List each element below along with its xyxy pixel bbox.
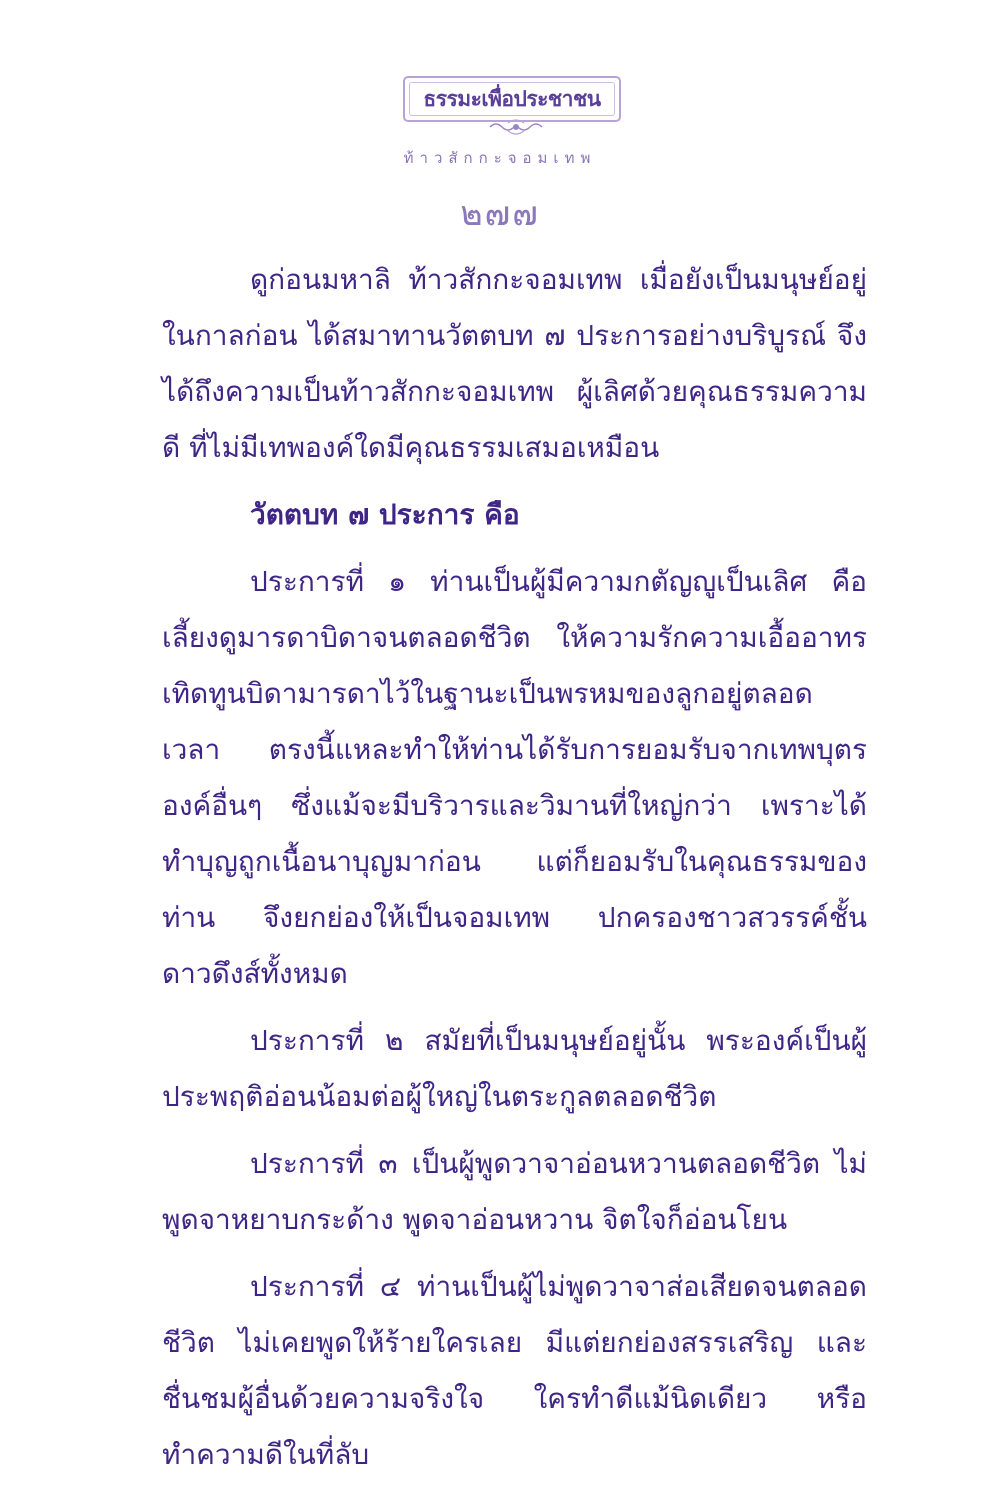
paragraph-virtue-4: ประการที่ ๔ ท่านเป็นผู้ไม่พูดวาจาส่อเสียดจนตลอดชีวิต ไม่เคยพูดให้ร้ายใครเลย มีแต่ยกย่องสรรเสริญ และชื่นชมผู้อื่นด้วยความจริงใจ ใครทำดีแม้นิดเดียว หรือทำความดีในที่ลับ xyxy=(162,1270,867,1471)
logo-text: ธรรมะเพื่อประชาชน xyxy=(423,86,601,111)
book-logo xyxy=(403,76,621,122)
paragraph-virtue-1: ประการที่ ๑ ท่านเป็นผู้มีความกตัญญูเป็นเลิศ คือเลี้ยงดูมารดาบิดาจนตลอดชีวิต ให้ความรักความเอื้ออาทร เทิดทูนบิดามารดาไว้ในฐานะเป็นพรหมของลูกอยู่ตลอดเวลา ตรงนี้แหละทำให้ท่านได้รับการยอมรับจากเทพบุตรองค์อื่นๆ ซึ่งแม้จะมีบริวารและวิมานที่ใหญ่กว่า เพราะได้ทำบุญถูกเนื้อนาบุญมาก่อน แต่ก็ยอมรับในคุณธรรมของท่าน จึงยกย่องให้เป็นจอมเทพ ปกครองชาวสวรรค์ชั้นดาวดึงส์ทั้งหมด xyxy=(162,565,867,990)
chapter-subtitle: ท้าวสักกะจอมเทพ xyxy=(403,149,597,167)
section-heading: วัตตบท ๗ ประการ คือ xyxy=(250,498,520,531)
paragraph-intro: ดูก่อนมหาลิ ท้าวสักกะจอมเทพ เมื่อยังเป็นมนุษย์อยู่ในกาลก่อน ได้สมาทานวัตตบท ๗ ประการอย่างบริบูรณ์ จึงได้ถึงความเป็นท้าวสักกะจอมเทพ ผู้เลิศด้วยคุณธรรมความดี ที่ไม่มีเทพองค์ใดมีคุณธรรมเสมอเหมือน xyxy=(162,263,867,464)
page-body xyxy=(162,252,867,1494)
paragraph-virtue-3: ประการที่ ๓ เป็นผู้พูดวาจาอ่อนหวานตลอดชีวิต ไม่พูดจาหยาบกระด้าง พูดจาอ่อนหวาน จิตใจก็อ่อนโยน xyxy=(162,1147,867,1236)
page-number: ๒๗๗ xyxy=(460,194,540,234)
flourish-ornament-icon xyxy=(486,118,546,136)
paragraph-virtue-2: ประการที่ ๒ สมัยที่เป็นมนุษย์อยู่นั้น พระองค์เป็นผู้ประพฤติอ่อนน้อมต่อผู้ใหญ่ในตระกูลตลอดชีวิต xyxy=(162,1024,867,1113)
